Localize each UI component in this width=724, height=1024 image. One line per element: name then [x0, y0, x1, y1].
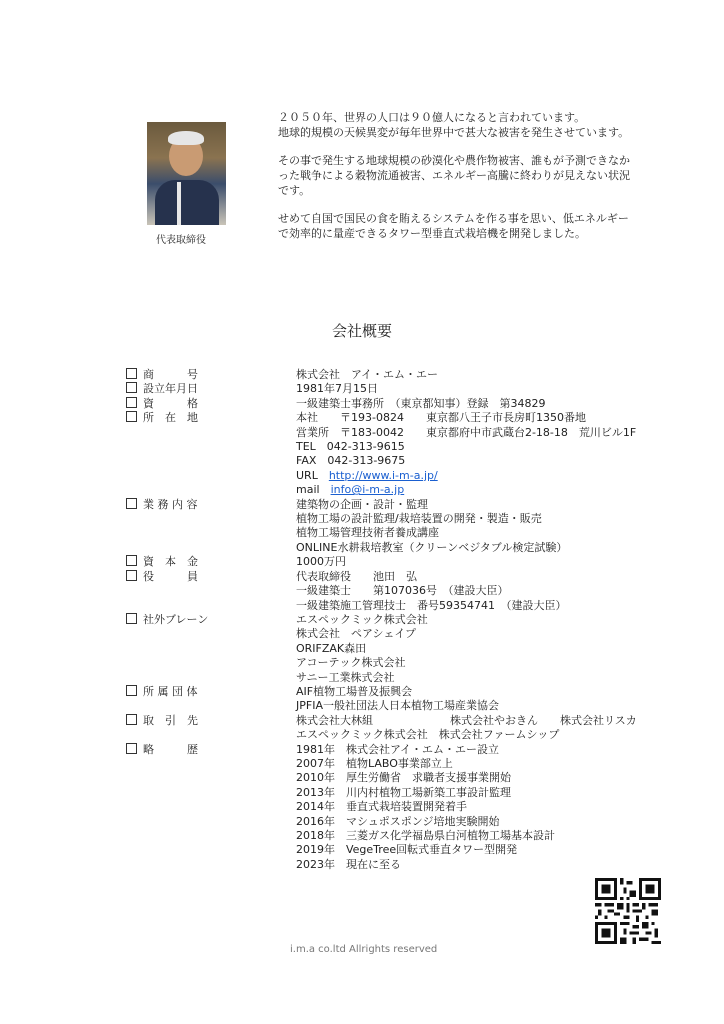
profile-label — [126, 815, 296, 829]
profile-label — [126, 613, 296, 627]
profile-value: 2019年 VegeTree回転式垂直タワー型開発 — [296, 843, 518, 857]
profile-row — [126, 599, 637, 613]
profile-row — [126, 627, 637, 641]
checkbox-icon — [126, 411, 137, 422]
checkbox-icon — [126, 570, 137, 581]
profile-label — [126, 584, 296, 598]
profile-row — [126, 411, 637, 425]
profile-value: 1000万円 — [296, 555, 346, 569]
profile-label — [126, 454, 296, 468]
profile-value: 一級建築士事務所 （東京都知事）登録 第34829 — [296, 396, 546, 410]
profile-label — [126, 771, 296, 785]
profile-value: ORIFZAK森田 — [296, 641, 367, 655]
profile-row — [126, 454, 637, 468]
profile-label — [126, 426, 296, 440]
profile-label — [126, 555, 296, 569]
profile-label — [126, 642, 296, 656]
profile-label — [126, 757, 296, 771]
profile-row — [126, 397, 637, 411]
profile-row — [126, 469, 637, 483]
profile-row — [126, 714, 637, 728]
profile-label — [126, 829, 296, 843]
profile-row — [126, 570, 637, 584]
profile-value: TEL 042-313-9615 — [296, 440, 405, 454]
photo-caption: 代表取締役 — [156, 235, 206, 246]
profile-label-text: 資 本 金 — [143, 555, 198, 569]
profile-label — [126, 627, 296, 641]
intro-paragraph: せめて自国で国民の食を賄えるシステムを作る事を思い、低エネルギーで効率的に量産できるタワー型垂直式栽培機を開発しました。 — [278, 212, 629, 240]
profile-label — [126, 728, 296, 742]
profile-label — [126, 382, 296, 396]
profile-row — [126, 541, 637, 555]
profile-label — [126, 714, 296, 728]
profile-label — [126, 656, 296, 670]
profile-label — [126, 469, 296, 483]
profile-label-text: 所 属 団 体 — [143, 684, 198, 698]
profile-label — [126, 411, 296, 425]
profile-label — [126, 743, 296, 757]
profile-row — [126, 483, 637, 497]
profile-value — [296, 469, 438, 483]
profile-label — [126, 440, 296, 454]
profile-row — [126, 757, 637, 771]
profile-value: 一級建築施工管理技士 番号59354741 （建設大臣） — [296, 598, 567, 612]
profile-label — [126, 498, 296, 512]
profile-row — [126, 656, 637, 670]
profile-row — [126, 584, 637, 598]
profile-row — [126, 440, 637, 454]
section-title: 会社概要 — [332, 322, 393, 340]
footer-copyright: i.m.a co.ltd Allrights reserved — [290, 944, 438, 955]
profile-label-text: 業 務 内 容 — [143, 497, 198, 511]
profile-label — [126, 512, 296, 526]
checkbox-icon — [126, 382, 137, 393]
profile-value: 植物工場管理技術者養成講座 — [296, 526, 439, 540]
profile-label-text: 役 員 — [143, 569, 198, 583]
profile-label — [126, 786, 296, 800]
profile-value: 2016年 マシュポスポンジ培地実験開始 — [296, 814, 500, 828]
profile-value: 2023年 現在に至る — [296, 857, 401, 871]
intro-text — [278, 110, 630, 254]
profile-label — [126, 800, 296, 814]
website-link[interactable]: http://www.i-m-a.jp/ — [328, 468, 438, 482]
profile-label — [126, 843, 296, 857]
profile-label — [126, 671, 296, 685]
profile-label — [126, 368, 296, 382]
profile-label — [126, 541, 296, 555]
profile-row — [126, 613, 637, 627]
intro-paragraph: ２０５０年、世界の人口は９０億人になると言われています。 地球的規模の天候異変が毎年世界中で甚大な被害を発生させています。 — [278, 111, 630, 139]
profile-label — [126, 397, 296, 411]
profile-row — [126, 526, 637, 540]
profile-label-text: 取 引 先 — [143, 713, 198, 727]
profile-label-text: 設立年月日 — [143, 382, 198, 396]
profile-value: アコーテック株式会社 — [296, 656, 406, 670]
profile-value: 一級建築士 第107036号 （建設大臣） — [296, 584, 509, 598]
profile-value: 2013年 川内村植物工場新築工事設計監理 — [296, 785, 511, 799]
profile-label — [126, 526, 296, 540]
profile-label — [126, 483, 296, 497]
profile-row — [126, 743, 637, 757]
profile-value: 2007年 植物LABO事業部立上 — [296, 756, 453, 770]
profile-value: 建築物の企画・設計・監理 — [296, 497, 428, 511]
profile-label — [126, 699, 296, 713]
profile-value: JPFIA一般社団法人日本植物工場産業協会 — [296, 699, 499, 713]
profile-value: 本社 〒193-0824 東京都八王子市長房町1350番地 — [296, 411, 586, 425]
profile-label-text: 社外ブレーン — [143, 612, 209, 626]
profile-row — [126, 642, 637, 656]
profile-row — [126, 843, 637, 857]
profile-row — [126, 786, 637, 800]
ceo-photo — [147, 122, 226, 225]
profile-row — [126, 815, 637, 829]
checkbox-icon — [126, 555, 137, 566]
profile-row — [126, 426, 637, 440]
checkbox-icon — [126, 498, 137, 509]
profile-value: エスペックミック株式会社 株式会社ファームシップ — [296, 728, 560, 742]
profile-label-text: 資 格 — [143, 396, 198, 410]
profile-value: 株式会社 アイ・エム・エー — [296, 368, 439, 381]
profile-row — [126, 829, 637, 843]
profile-row — [126, 858, 637, 872]
profile-label-text: 所 在 地 — [143, 411, 198, 425]
profile-value: 2010年 厚生労働省 求職者支援事業開始 — [296, 771, 511, 785]
profile-row — [126, 699, 637, 713]
intro-paragraph: その事で発生する地球規模の砂漠化や農作物被害、誰もが予測できなかった戦争による穀物流通被害、エネルギー高騰に終わりが見えない状況です。 — [278, 154, 630, 197]
profile-row — [126, 671, 637, 685]
profile-label — [126, 570, 296, 584]
profile-row — [126, 728, 637, 742]
checkbox-icon — [126, 368, 137, 379]
checkbox-icon — [126, 714, 137, 725]
profile-value: AIF植物工場普及振興会 — [296, 684, 413, 698]
profile-value: 2014年 垂直式栽培装置開発着手 — [296, 800, 467, 814]
profile-value: 株式会社大林組 株式会社やおきん 株式会社リスカ — [296, 713, 637, 727]
checkbox-icon — [126, 685, 137, 696]
profile-row — [126, 555, 637, 569]
profile-row — [126, 685, 637, 699]
profile-value — [296, 483, 404, 497]
profile-value: 営業所 〒183-0042 東京都府中市武蔵台2-18-18 荒川ビル1F — [296, 425, 637, 439]
profile-value: 植物工場の設計監理/栽培装置の開発・製造・販売 — [296, 512, 542, 526]
profile-value: 2018年 三菱ガス化学福島県白河植物工場基本設計 — [296, 829, 555, 842]
profile-label — [126, 599, 296, 613]
qr-code-icon[interactable] — [595, 878, 661, 944]
profile-value: ONLINE水耕栽培教室（クリーンベジタブル検定試験） — [296, 540, 568, 554]
profile-row — [126, 512, 637, 526]
profile-label-text: 略 歴 — [143, 742, 198, 756]
profile-value: FAX 042-313-9675 — [296, 454, 406, 468]
profile-row — [126, 368, 637, 382]
url-label: URL — [296, 468, 318, 482]
profile-row — [126, 498, 637, 512]
mail-label: mail — [296, 483, 320, 497]
profile-label-text: 商 号 — [143, 368, 198, 381]
profile-row — [126, 800, 637, 814]
profile-value: 1981年 株式会社アイ・エム・エー設立 — [296, 742, 500, 756]
profile-value: サニー工業株式会社 — [296, 670, 395, 684]
profile-row — [126, 771, 637, 785]
profile-row — [126, 382, 637, 396]
email-link[interactable]: info@i-m-a.jp — [330, 483, 405, 497]
profile-value: 1981年7月15日 — [296, 382, 378, 396]
profile-value: 代表取締役 池田 弘 — [296, 569, 417, 583]
profile-value: エスペックミック株式会社 — [296, 612, 428, 626]
company-profile — [126, 368, 637, 872]
checkbox-icon — [126, 613, 137, 624]
profile-value: 株式会社 ペアシェイプ — [296, 627, 417, 641]
checkbox-icon — [126, 397, 137, 408]
profile-label — [126, 685, 296, 699]
profile-label — [126, 858, 296, 872]
checkbox-icon — [126, 743, 137, 754]
